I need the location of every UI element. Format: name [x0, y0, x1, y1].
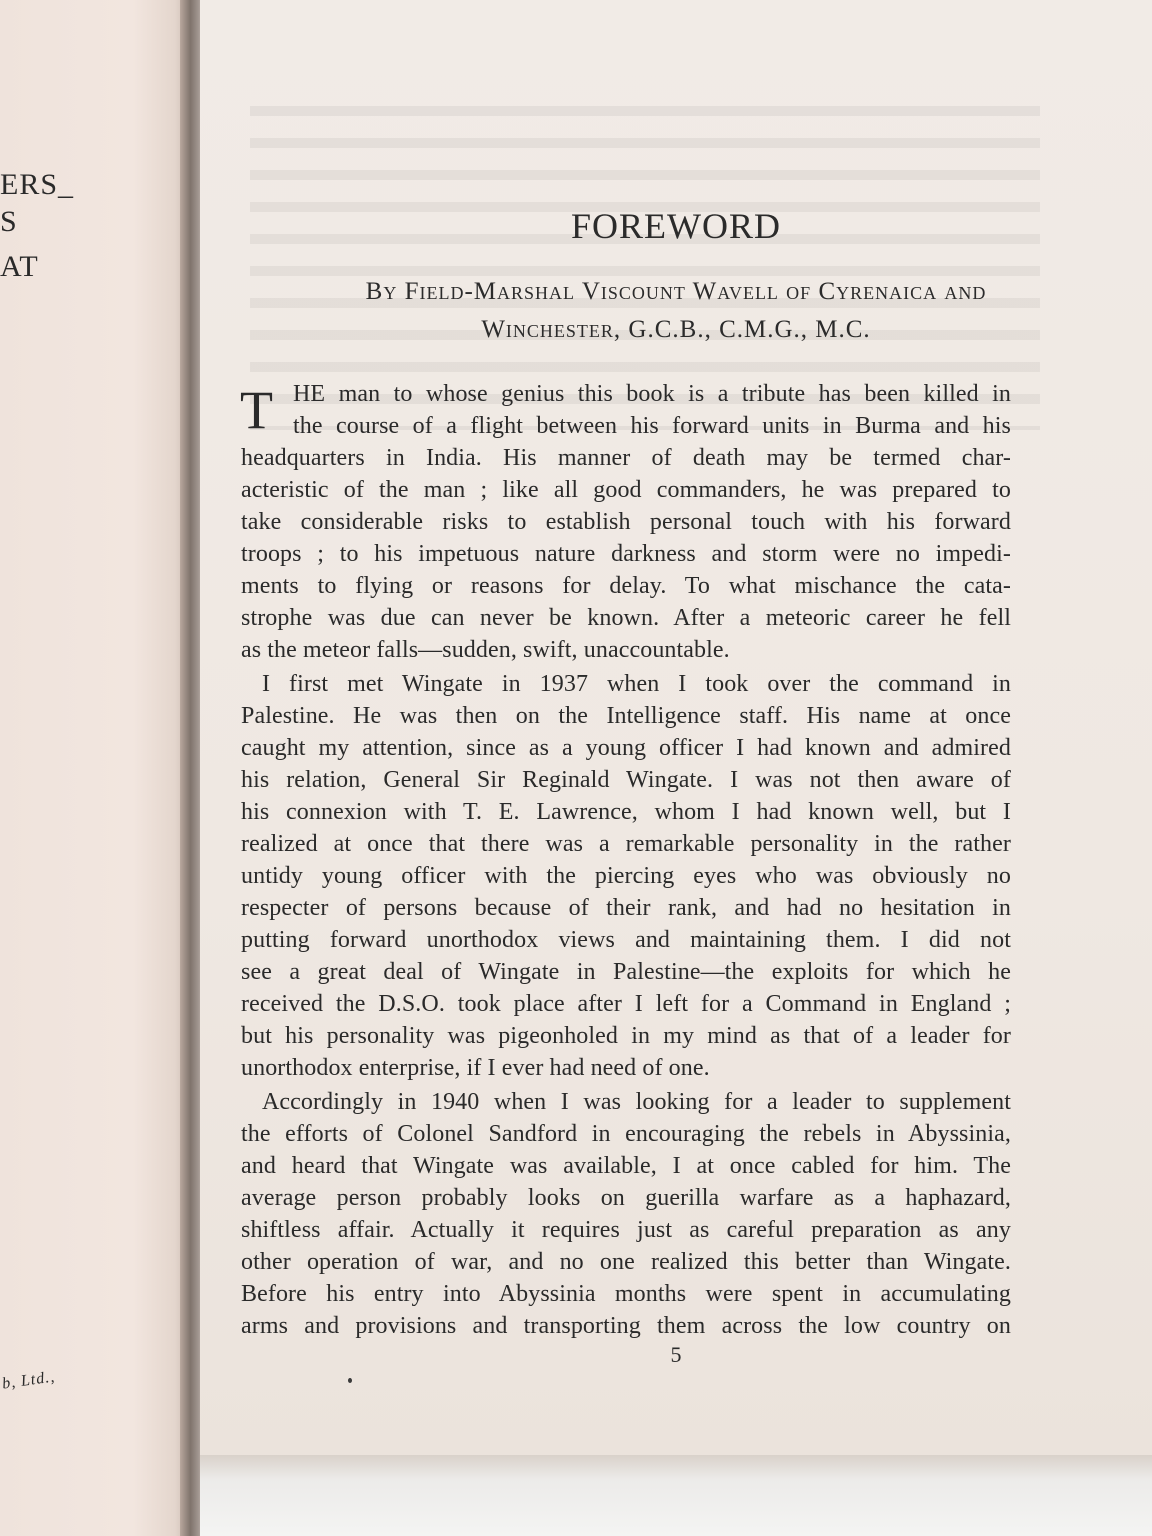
left-page-text-fragment: AT	[0, 250, 39, 283]
body-text-line: acteristic of the man ; like all good commanders, he was prepared to	[241, 477, 1011, 503]
body-text-line: respecter of persons because of their rank, and had no hesitation in	[241, 895, 1011, 921]
body-text-line: but his personality was pigeonholed in my mind as that of a leader for	[241, 1023, 1011, 1049]
body-text-line: HE man to whose genius this book is a tribute has been killed in	[293, 381, 1011, 407]
body-text-line: other operation of war, and no one realized this better than Wingate.	[241, 1249, 1011, 1275]
byline-line-2: Winchester, G.C.B., C.M.G., M.C.	[481, 316, 871, 343]
body-text-line: his relation, General Sir Reginald Wingate. I was not then aware of	[241, 767, 1011, 793]
body-text-line: Palestine. He was then on the Intelligence staff. His name at once	[241, 703, 1011, 729]
left-page	[0, 0, 190, 1536]
body-text-line: shiftless affair. Actually it requires just as careful preparation as any	[241, 1217, 1011, 1243]
body-text-line: Accordingly in 1940 when I was looking for a leader to supplement	[262, 1089, 1011, 1115]
page-title: FOREWORD	[570, 206, 781, 246]
left-page-text-fragment: ERS_	[0, 168, 75, 201]
body-text-line: take considerable risks to establish personal touch with his forward	[241, 509, 1011, 535]
body-text-line: unorthodox enterprise, if I ever had need of one.	[241, 1055, 710, 1081]
body-text-line: ments to flying or reasons for delay. To what mischance the cata-	[241, 573, 1011, 599]
body-text-line: Before his entry into Abyssinia months were spent in accumulating	[241, 1281, 1011, 1307]
body-text-line: untidy young officer with the piercing eyes who was obviously no	[241, 863, 1011, 889]
drop-cap: T	[240, 380, 273, 440]
body-text-line: see a great deal of Wingate in Palestine—the exploits for which he	[241, 959, 1011, 985]
body-text-line: caught my attention, since as a young officer I had known and admired	[241, 735, 1011, 761]
byline-line-1: By Field-Marshal Viscount Wavell of Cyrenaica and	[365, 278, 987, 305]
ink-speck	[348, 1378, 352, 1383]
body-text-line: realized at once that there was a remarkable personality in the rather	[241, 831, 1011, 857]
body-text-line: I first met Wingate in 1937 when I took over the command in	[262, 671, 1011, 697]
body-text-line: arms and provisions and transporting them across the low country on	[241, 1313, 1011, 1339]
body-text-line: the efforts of Colonel Sandford in encouraging the rebels in Abyssinia,	[241, 1121, 1011, 1147]
body-text-line: and heard that Wingate was available, I at once cabled for him. The	[241, 1153, 1011, 1179]
body-text-line: his connexion with T. E. Lawrence, whom I had known well, but I	[241, 799, 1011, 825]
body-text-line: headquarters in India. His manner of death may be termed char-	[241, 445, 1011, 471]
page-bottom-edge	[200, 1455, 1152, 1536]
body-text-line: strophe was due can never be known. After a meteoric career he fell	[241, 605, 1011, 631]
body-text-line: troops ; to his impetuous nature darkness and storm were no impedi-	[241, 541, 1011, 567]
show-through-text	[250, 90, 1040, 430]
left-page-text-fragment: S	[0, 205, 18, 238]
body-text-line: received the D.S.O. took place after I left for a Command in England ;	[241, 991, 1011, 1017]
body-text-line: putting forward unorthodox views and maintaining them. I did not	[241, 927, 1011, 953]
body-text-line: the course of a flight between his forward units in Burma and his	[293, 413, 1011, 439]
body-text-line: as the meteor falls—sudden, swift, unaccountable.	[241, 637, 730, 663]
body-text-line: average person probably looks on guerilla warfare as a haphazard,	[241, 1185, 1011, 1211]
left-page-imprint-fragment: b, Ltd.,	[1, 1368, 57, 1393]
page-number: 5	[670, 1342, 682, 1367]
